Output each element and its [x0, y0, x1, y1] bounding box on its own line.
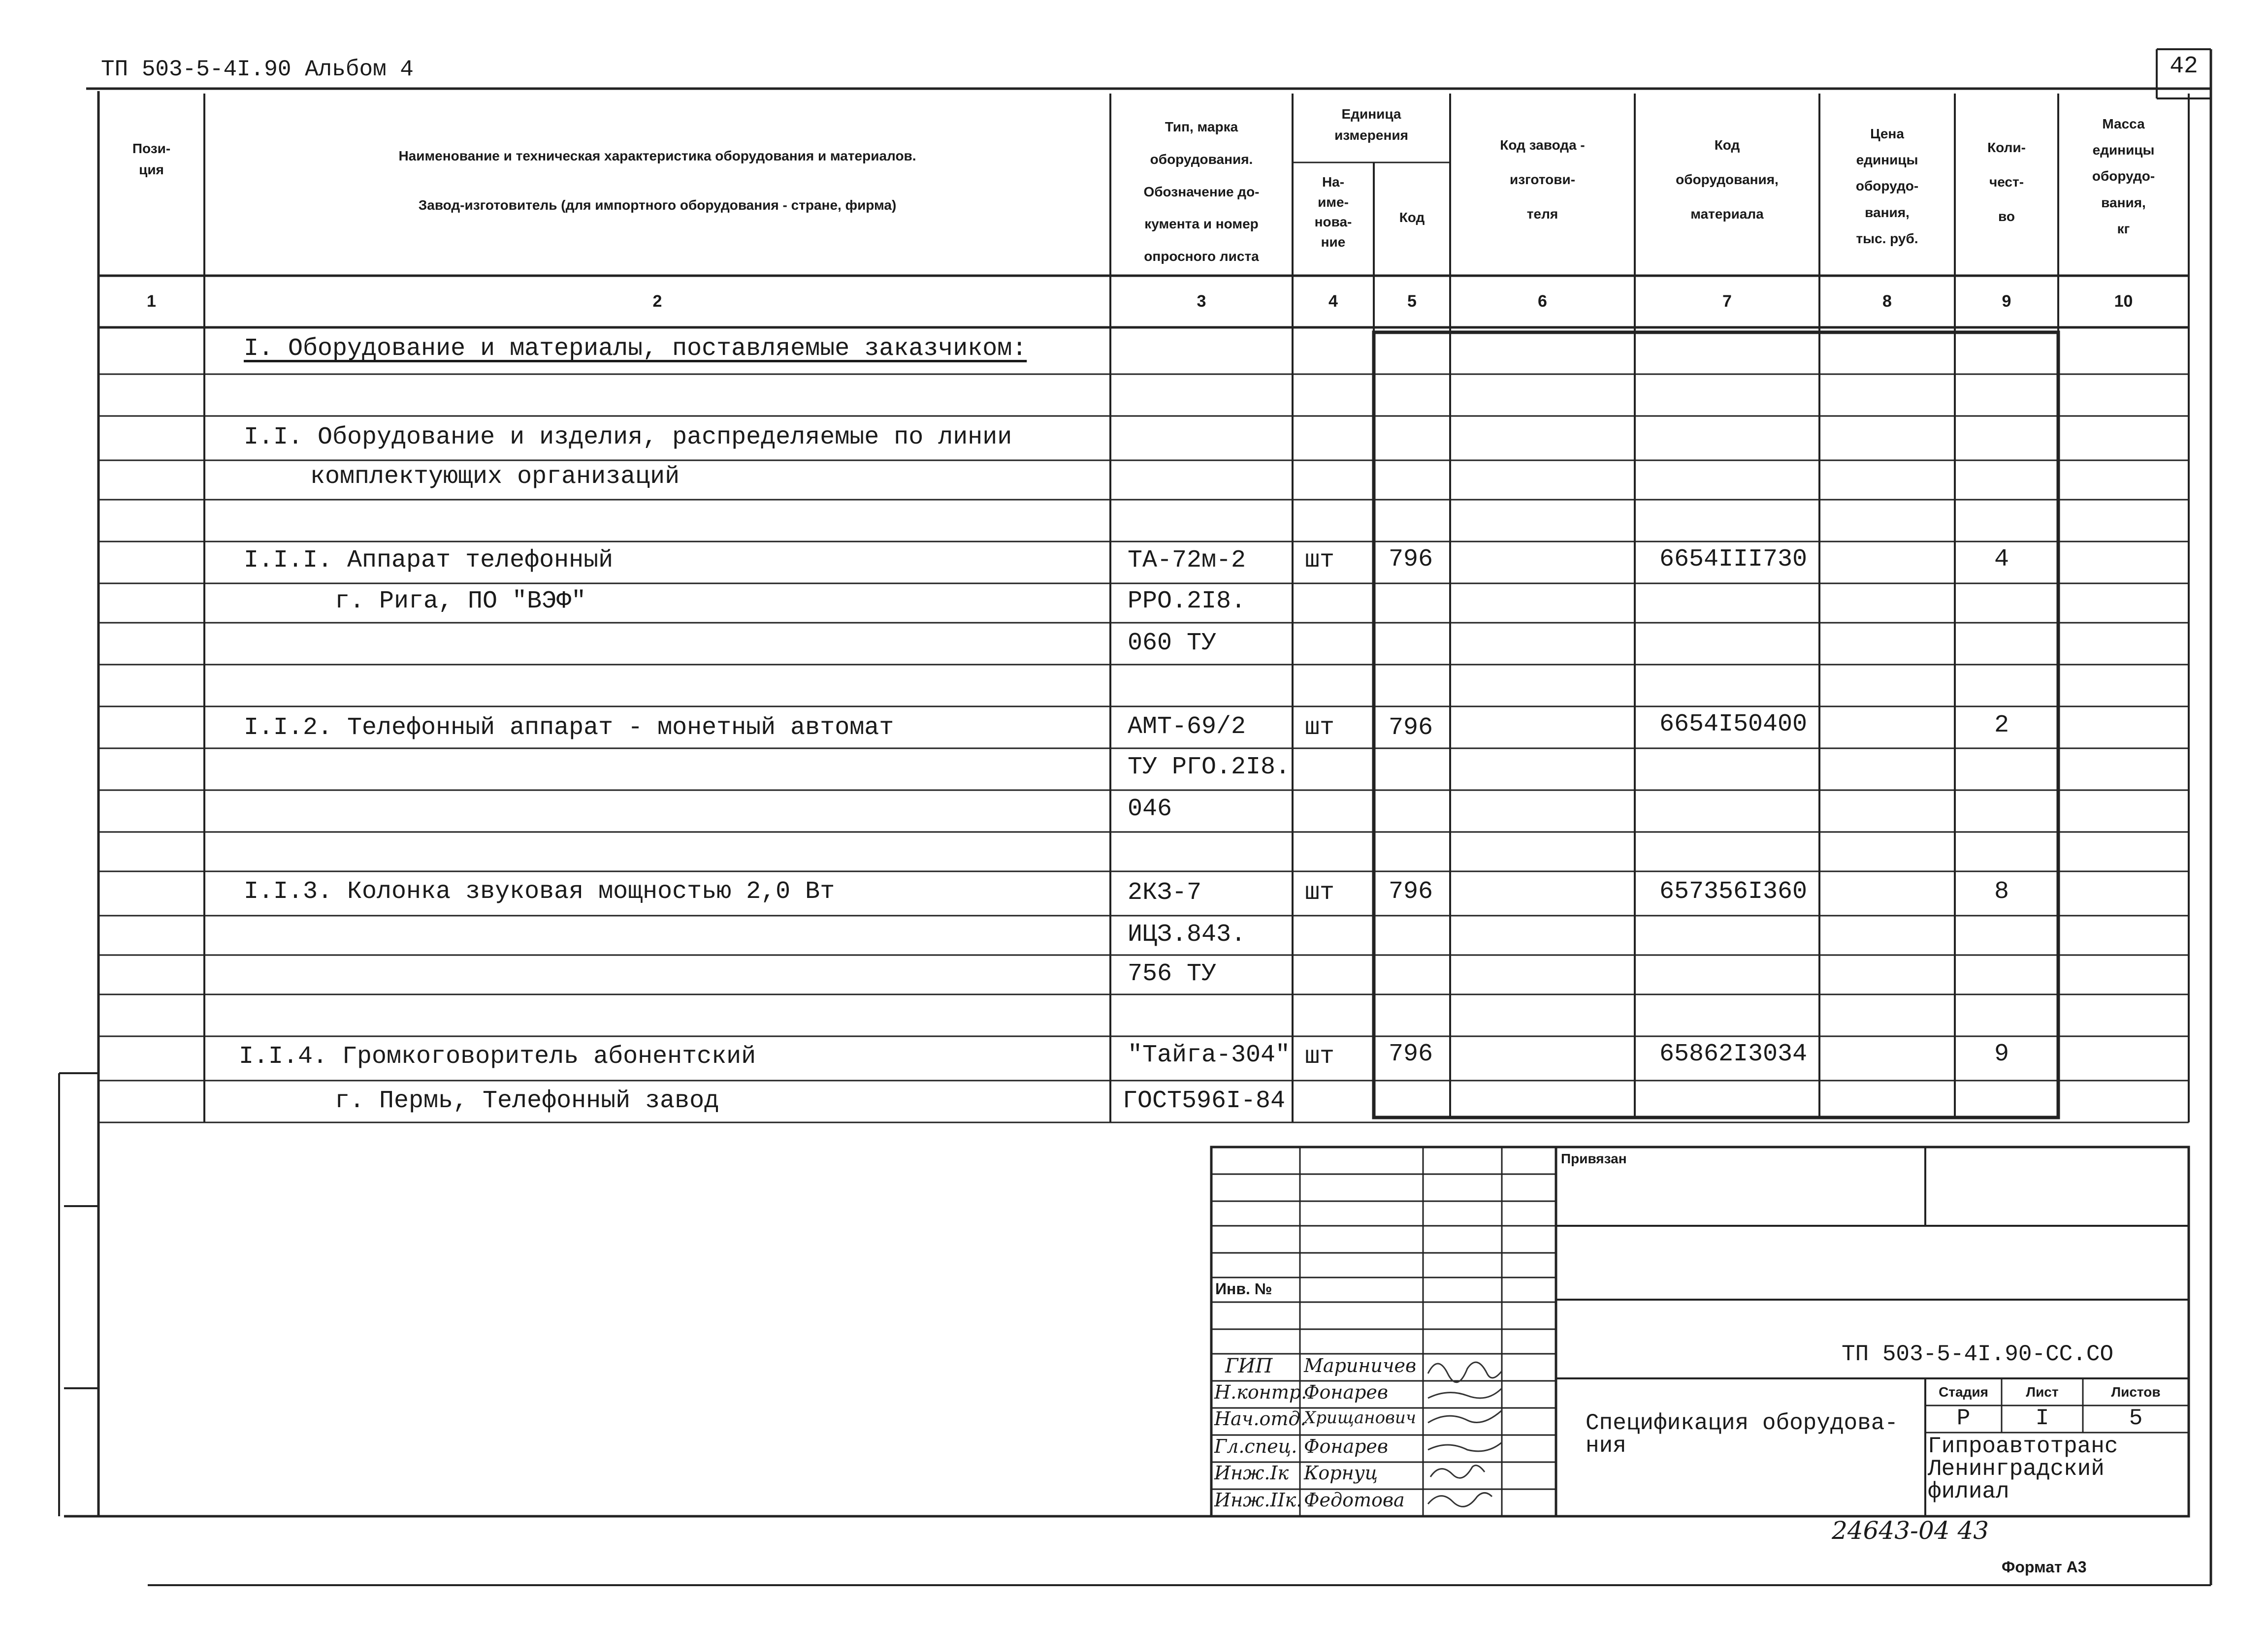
col-number: 7 [1722, 292, 1732, 311]
item-unit: шт [1305, 879, 1335, 907]
item-type: АМТ-69/2 [1128, 713, 1246, 741]
item-unit-code: 796 [1389, 878, 1433, 906]
col-number: 10 [2114, 292, 2133, 311]
handwritten-archive-number: 24643-04 43 [1832, 1516, 1989, 1545]
item-unit-code: 796 [1389, 545, 1433, 574]
stage-value: Р [1956, 1405, 1971, 1431]
sheets-label: Листов [2111, 1384, 2161, 1400]
col-number: 8 [1882, 292, 1892, 311]
col-header-name: Наименование и техническая характеристика оборудования и материалов. [398, 148, 916, 163]
privyazan-label: Привязан [1561, 1151, 1627, 1166]
col-header-unit-code: Код [1399, 210, 1425, 225]
col-header-unit-group: Единица измерения [1334, 106, 1408, 143]
item-unit: шт [1305, 1043, 1335, 1071]
item-type-doc: ТУ РГО.2I8. [1128, 753, 1291, 781]
item-name: I.I.2. Телефонный аппарат - монетный автомат [244, 714, 894, 742]
role-label: Нач.отд. [1214, 1408, 1306, 1430]
item-equipment-code: 6654III730 [1659, 545, 1808, 574]
item-type-doc: РРО.2I8. [1128, 587, 1246, 615]
col-header-quantity: Коли- чест- во [1987, 140, 2026, 224]
subsection-heading-cont: комплектующих организаций [310, 463, 680, 491]
section-heading [244, 335, 1027, 363]
item-type-doc: ИЦЗ.843. [1128, 921, 1246, 949]
col-header-type: Тип, марка оборудования. Обозначение до- кумента и номер опросного листа [1143, 119, 1260, 264]
stage-label: Стадия [1939, 1384, 1988, 1400]
col-number: 9 [2002, 292, 2011, 311]
col-header-unit-name: На- име- нова- ние [1314, 174, 1352, 250]
col-header-price: Цена единицы оборудо- вания, тыс. руб. [1855, 126, 1919, 246]
sheet-value: I [2035, 1405, 2049, 1431]
item-equipment-code: 6654I50400 [1659, 710, 1808, 738]
col-number: 6 [1538, 292, 1547, 311]
item-type-doc: ГОСТ596I-84 [1123, 1087, 1286, 1115]
item-equipment-code: 65862I3034 [1659, 1040, 1808, 1068]
document-title: Спецификация оборудова- ния [1586, 1410, 1898, 1459]
item-quantity: 4 [1994, 545, 2009, 574]
role-label: Н.контр. [1214, 1381, 1307, 1403]
role-label: Инж.IIк. [1214, 1489, 1302, 1511]
item-manufacturer: г. Рига, ПО "ВЭФ" [335, 587, 586, 615]
role-label: Гл.спец. [1214, 1436, 1297, 1457]
item-unit: шт [1305, 546, 1335, 575]
subsection-heading: I.I. Оборудование и изделия, распределяемые по линии [244, 423, 1012, 451]
person-name: Федотова [1304, 1489, 1405, 1511]
col-header-equipment-code: Код оборудования, материала [1676, 137, 1779, 222]
person-name: Фонарев [1304, 1436, 1389, 1457]
col-number: 2 [652, 292, 662, 311]
title-block-code: ТП 503-5-4I.90-СС.СО [1842, 1341, 2114, 1367]
sheet-label: Лист [2026, 1384, 2059, 1400]
organization: Гипроавтотранс Ленинградский филиал [1928, 1434, 2118, 1504]
person-name: Фонарев [1304, 1381, 1389, 1403]
item-equipment-code: 657356I360 [1659, 878, 1808, 906]
item-name: I.I.I. Аппарат телефонный [244, 546, 614, 575]
person-name: Мариничев [1304, 1355, 1417, 1376]
item-name: I.I.4. Громкоговоритель абонентский [239, 1043, 756, 1071]
person-name: Хрищанович [1304, 1408, 1416, 1428]
item-quantity: 2 [1994, 711, 2009, 739]
role-label: ГИП [1225, 1355, 1273, 1377]
page-number: 42 [2170, 53, 2198, 80]
item-unit: шт [1305, 714, 1335, 742]
item-type-doc-cont: 060 ТУ [1128, 629, 1217, 657]
col-number: 1 [147, 292, 156, 311]
item-type: ТА-72м-2 [1128, 546, 1246, 575]
section-title: I. Оборудование и материалы, поставляемые заказчиком: [244, 335, 1027, 363]
item-manufacturer: г. Пермь, Телефонный завод [335, 1087, 719, 1115]
item-type: "Тайга-304" [1128, 1041, 1291, 1069]
col-header-mass: Масса единицы оборудо- вания, кг [2092, 116, 2155, 236]
col-header-maker-code: Код завода - изготови- теля [1500, 137, 1585, 222]
item-quantity: 8 [1994, 878, 2009, 906]
item-type-doc-cont: 756 ТУ [1128, 960, 1217, 988]
col-header-manufacturer: Завод-изготовитель (для импортного оборудования - стране, фирма) [418, 197, 897, 213]
inventory-number-label: Инв. № [1215, 1280, 1272, 1298]
item-name: I.I.3. Колонка звуковая мощностью 2,0 Вт [244, 878, 835, 906]
document-code-header: ТП 503-5-4I.90 Альбом 4 [101, 57, 414, 82]
item-unit-code: 796 [1389, 714, 1433, 742]
col-header-position: Пози- ция [132, 141, 171, 178]
item-type: 2КЗ-7 [1128, 879, 1202, 907]
person-name: Корнуц [1304, 1462, 1378, 1484]
col-number: 5 [1407, 292, 1417, 311]
role-label: Инж.Iк [1214, 1462, 1289, 1484]
item-type-doc-cont: 046 [1128, 795, 1172, 823]
sheet-format: Формат А3 [2002, 1558, 2087, 1576]
col-number: 3 [1197, 292, 1206, 311]
col-number: 4 [1328, 292, 1338, 311]
item-quantity: 9 [1994, 1040, 2009, 1068]
item-unit-code: 796 [1389, 1040, 1433, 1068]
sheets-value: 5 [2129, 1405, 2143, 1431]
